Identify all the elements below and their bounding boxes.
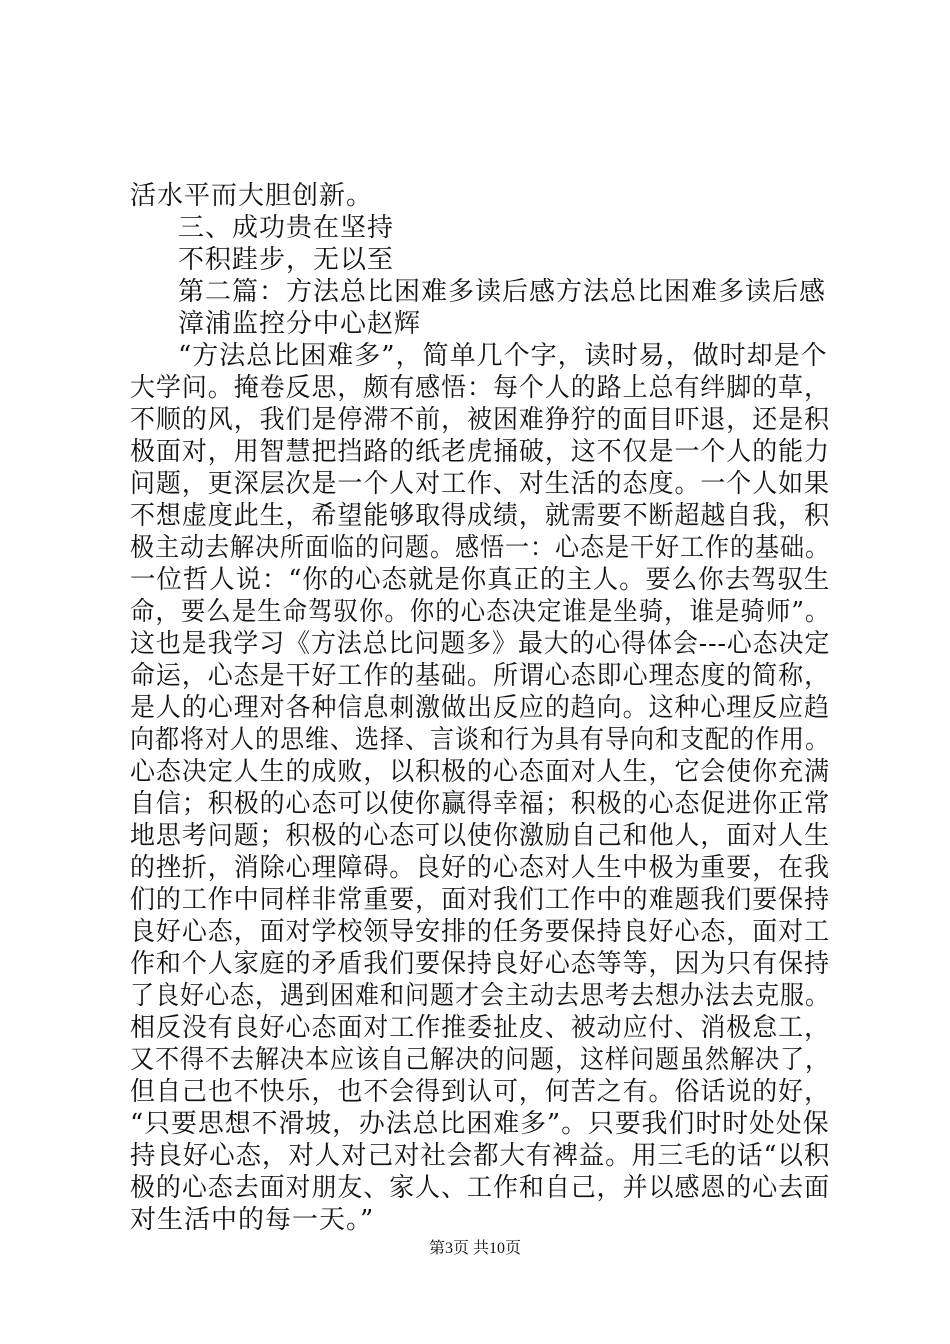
text-line: 问题，更深层次是一个人对工作、对生活的态度。一个人如果 (130, 469, 831, 499)
text-line: 又不得不去解决本应该自己解决的问题，这样问题虽然解决了， (130, 1045, 831, 1075)
text-line: “只要思想不滑坡，办法总比困难多”。只要我们时时处处保 (130, 1109, 830, 1139)
text-line: 这也是我学习《方法总比问题多》最大的心得体会---心态决定 (130, 629, 831, 659)
text-line: 的挫折，消除心理障碍。良好的心态对人生中极为重要，在我 (130, 853, 831, 883)
text-line: 但自己也不快乐，也不会得到认可，何苦之有。俗话说的好， (130, 1077, 831, 1107)
text-line: 不积跬步，无以至 (178, 245, 395, 275)
text-line: 一位哲人说：“你的心态就是你真正的主人。要么你去驾驭生 (130, 565, 831, 595)
text-line: 向都将对人的思维、选择、言谈和行为具有导向和支配的作用。 (130, 725, 831, 755)
text-line: 大学问。掩卷反思，颇有感悟：每个人的路上总有绊脚的草， (130, 373, 831, 403)
section-heading: 三、成功贵在坚持 (178, 213, 395, 243)
text-line: 地思考问题；积极的心态可以使你激励自己和他人，面对人生 (130, 821, 831, 851)
text-line: 命运，心态是干好工作的基础。所谓心态即心理态度的简称， (130, 661, 831, 691)
text-line: 不想虚度此生，希望能够取得成绩，就需要不断超越自我，积 (130, 501, 831, 531)
text-line: 不顺的风，我们是停滞不前，被困难狰狞的面目吓退，还是积 (130, 405, 831, 435)
text-line: 活水平而大胆创新。 (130, 181, 374, 211)
author-line: 漳浦监控分中心赵辉 (178, 309, 422, 339)
text-line: 了良好心态，遇到困难和问题才会主动去思考去想办法去克服。 (130, 981, 831, 1011)
text-line: 是人的心理对各种信息刺激做出反应的趋向。这种心理反应趋 (130, 693, 831, 723)
chapter-title: 第二篇：方法总比困难多读后感方法总比困难多读后感 (178, 277, 827, 307)
text-line: 自信；积极的心态可以使你赢得幸福；积极的心态促进你正常 (130, 789, 831, 819)
text-line: 相反没有良好心态面对工作推委扯皮、被动应付、消极怠工， (130, 1013, 831, 1043)
text-line: 持良好心态，对人对己对社会都大有裨益。用三毛的话“以积 (130, 1141, 831, 1171)
text-line: 良好心态，面对学校领导安排的任务要保持良好心态，面对工 (130, 917, 831, 947)
text-line: 极主动去解决所面临的问题。感悟一：心态是干好工作的基础。 (130, 533, 831, 563)
text-line: 对生活中的每一天。” (130, 1205, 375, 1235)
text-line: 们的工作中同样非常重要，面对我们工作中的难题我们要保持 (130, 885, 831, 915)
text-line: 极面对，用智慧把挡路的纸老虎捅破，这不仅是一个人的能力 (130, 437, 831, 467)
text-line: 命，要么是生命驾驭你。你的心态决定谁是坐骑，谁是骑师”。 (130, 597, 831, 627)
text-line: 作和个人家庭的矛盾我们要保持良好心态等等，因为只有保持 (130, 949, 831, 979)
page-footer: 第3页 共10页 (428, 1240, 521, 1257)
paragraph-start: “方法总比困难多”，简单几个字，读时易，做时却是个 (178, 341, 828, 371)
text-line: 心态决定人生的成败，以积极的心态面对人生，它会使你充满 (130, 757, 831, 787)
text-line: 极的心态去面对朋友、家人、工作和自己，并以感恩的心去面 (130, 1173, 831, 1203)
